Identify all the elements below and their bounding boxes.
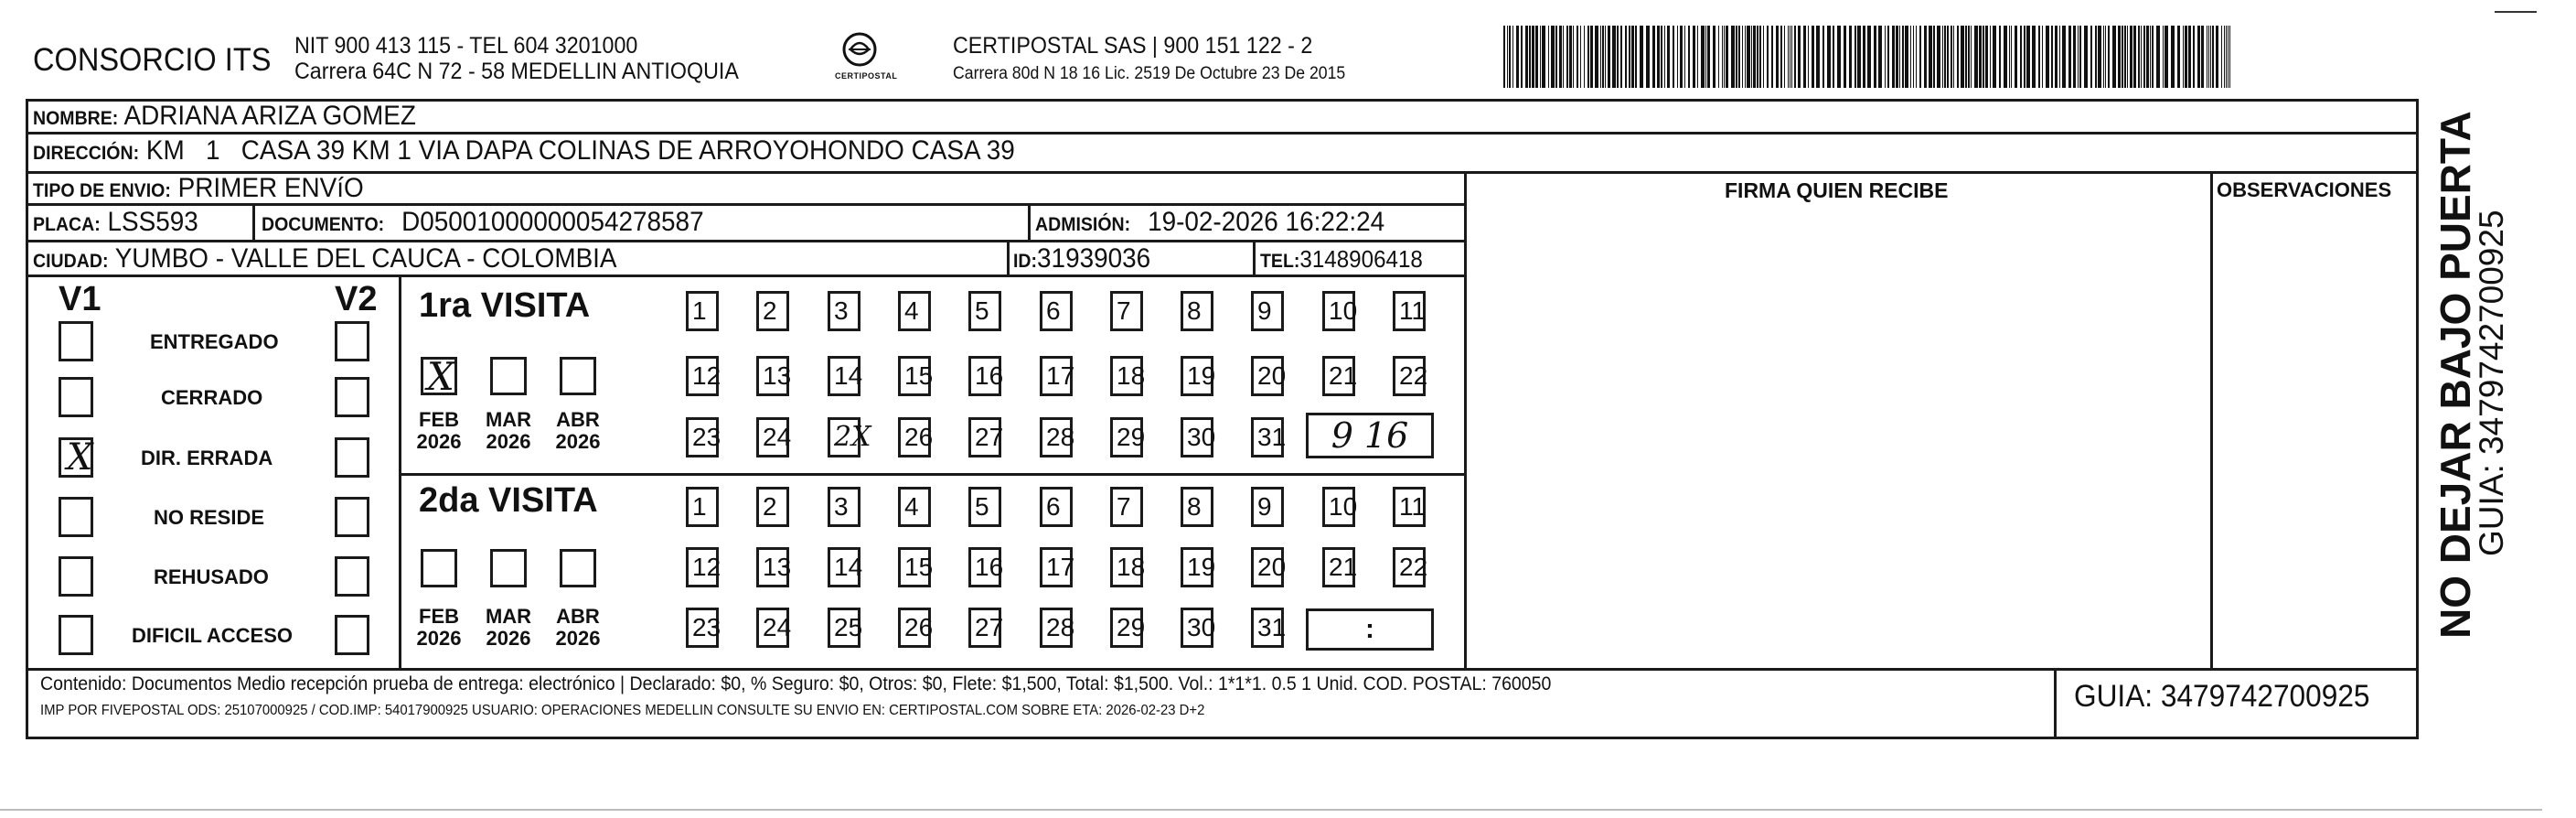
month-name: FEB bbox=[419, 408, 459, 431]
admission-value: 19-02-2026 16:22:24 bbox=[1148, 207, 1385, 237]
second-visit-day-4[interactable]: 4 bbox=[898, 487, 931, 527]
status-label: DIR. ERRADA bbox=[141, 447, 273, 469]
address-row bbox=[33, 135, 1015, 167]
first-visit-day-3[interactable]: 3 bbox=[828, 291, 860, 331]
first-visit-day-15[interactable]: 15 bbox=[898, 356, 931, 396]
second-visit-day-22[interactable]: 22 bbox=[1393, 547, 1426, 587]
footer-print-info: IMP POR FIVEPOSTAL ODS: 25107000925 / COD.IMP: 54017900925 USUARIO: OPERACIONES MEDELLIN CONSULTE SU ENVIO EN: CERTIPOSTAL.COM SOBRE ETA: 2026-02-23 D+2 bbox=[40, 703, 1205, 718]
month-year: 2026 bbox=[555, 627, 601, 650]
second-visit-day-26[interactable]: 26 bbox=[898, 608, 931, 648]
shipping-row bbox=[33, 173, 364, 204]
first-visit-day-6[interactable]: 6 bbox=[1040, 291, 1073, 331]
month-label bbox=[412, 606, 466, 650]
company-name: CONSORCIO ITS bbox=[33, 42, 272, 78]
v1-checkbox[interactable] bbox=[59, 556, 93, 597]
status-label: REHUSADO bbox=[154, 565, 269, 588]
month-label bbox=[481, 409, 536, 453]
first-visit-day-25[interactable]: 2X bbox=[828, 417, 860, 457]
plate-label: PLACA: bbox=[33, 214, 101, 235]
v2-checkbox[interactable] bbox=[335, 556, 369, 597]
second-visit-day-6[interactable]: 6 bbox=[1040, 487, 1073, 527]
month-label bbox=[550, 606, 605, 650]
second-visit-month-box[interactable] bbox=[490, 549, 527, 587]
second-visit-time-box[interactable] bbox=[1306, 608, 1434, 651]
first-visit-day-11[interactable]: 11 bbox=[1393, 291, 1426, 331]
second-visit-day-20[interactable]: 20 bbox=[1251, 547, 1284, 587]
document-label: DOCUMENTO: bbox=[262, 214, 385, 235]
barcode bbox=[1503, 26, 2235, 88]
first-visit-day-2[interactable]: 2 bbox=[756, 291, 789, 331]
v1-mark: X bbox=[67, 436, 93, 479]
v1-header: V1 bbox=[59, 280, 102, 318]
second-visit-day-13[interactable]: 13 bbox=[756, 547, 789, 587]
first-visit-month-box[interactable] bbox=[421, 354, 457, 399]
admission-label: ADMISIÓN: bbox=[1035, 214, 1131, 235]
signature-column-header: FIRMA QUIEN RECIBE bbox=[1725, 178, 1949, 202]
document-cell bbox=[262, 207, 704, 238]
second-visit-day-12[interactable]: 12 bbox=[686, 547, 719, 587]
bottom-edge-line bbox=[0, 809, 2542, 811]
first-visit-day-14[interactable]: 14 bbox=[828, 356, 860, 396]
second-visit-day-11[interactable]: 11 bbox=[1393, 487, 1426, 527]
tel-value: 3148906418 bbox=[1299, 245, 1423, 273]
second-visit-day-18[interactable]: 18 bbox=[1110, 547, 1143, 587]
second-visit-day-27[interactable]: 27 bbox=[968, 608, 1001, 648]
first-visit-day-27[interactable]: 27 bbox=[968, 417, 1001, 457]
month-year: 2026 bbox=[486, 430, 531, 453]
first-visit-day-28[interactable]: 28 bbox=[1040, 417, 1073, 457]
plate-cell bbox=[33, 207, 198, 238]
second-visit-day-19[interactable]: 19 bbox=[1181, 547, 1213, 587]
city-label: CIUDAD: bbox=[33, 251, 109, 272]
footer-guide-number: GUIA: 3479742700925 bbox=[2074, 679, 2370, 714]
v2-checkbox[interactable] bbox=[335, 615, 369, 655]
first-visit-day-24[interactable]: 24 bbox=[756, 417, 789, 457]
v2-checkbox[interactable] bbox=[335, 321, 369, 361]
first-visit-day-10[interactable]: 10 bbox=[1322, 291, 1355, 331]
edge-tick bbox=[2495, 11, 2537, 13]
second-visit-day-1[interactable]: 1 bbox=[686, 487, 719, 527]
logo-caption: CERTIPOSTAL bbox=[835, 71, 898, 81]
company-address: Carrera 64C N 72 - 58 MEDELLIN ANTIOQUIA bbox=[294, 59, 739, 84]
second-visit-day-9[interactable]: 9 bbox=[1251, 487, 1284, 527]
second-visit-day-29[interactable]: 29 bbox=[1110, 608, 1143, 648]
month-label bbox=[550, 409, 605, 453]
first-visit-month-box[interactable] bbox=[490, 357, 527, 395]
month-name: FEB bbox=[419, 605, 459, 628]
first-visit-day-31[interactable]: 31 bbox=[1251, 417, 1284, 457]
v2-checkbox[interactable] bbox=[335, 437, 369, 478]
second-visit-day-31[interactable]: 31 bbox=[1251, 608, 1284, 648]
v1-checkbox[interactable] bbox=[59, 497, 93, 537]
first-visit-day-30[interactable]: 30 bbox=[1181, 417, 1213, 457]
v2-checkbox[interactable] bbox=[335, 377, 369, 417]
first-visit-day-9[interactable]: 9 bbox=[1251, 291, 1284, 331]
carrier-line: CERTIPOSTAL SAS | 900 151 122 - 2 bbox=[953, 33, 1313, 59]
second-visit-day-3[interactable]: 3 bbox=[828, 487, 860, 527]
first-visit-day-7[interactable]: 7 bbox=[1110, 291, 1143, 331]
second-visit-day-7[interactable]: 7 bbox=[1110, 487, 1143, 527]
side-guide-number: GUIA: 3479742700925 bbox=[2473, 210, 2510, 556]
second-visit-day-16[interactable]: 16 bbox=[968, 547, 1001, 587]
recipient-address: KM 1 CASA 39 KM 1 VIA DAPA COLINAS DE ARROYOHONDO CASA 39 bbox=[145, 135, 1015, 166]
month-label bbox=[481, 606, 536, 650]
footer-contents: Contenido: Documentos Medio recepción prueba de entrega: electrónico | Declarado: $0, % Seguro: $0, Otros: $0, Flete: $1,500, Total: $1,500. Vol.: 1*1*1. 0.5 1 Unid. COD. POSTAL: 760050 bbox=[40, 673, 1552, 694]
first-visit-day-17[interactable]: 17 bbox=[1040, 356, 1073, 396]
v1-checkbox[interactable] bbox=[59, 377, 93, 417]
second-visit-day-2[interactable]: 2 bbox=[756, 487, 789, 527]
v2-checkbox[interactable] bbox=[335, 497, 369, 537]
second-visit-day-25[interactable]: 25 bbox=[828, 608, 860, 648]
first-visit-month-box[interactable] bbox=[560, 357, 596, 395]
shipping-type: PRIMER ENVíO bbox=[177, 173, 364, 203]
month-name: ABR bbox=[556, 408, 600, 431]
second-visit-day-5[interactable]: 5 bbox=[968, 487, 1001, 527]
first-visit-day-23[interactable]: 23 bbox=[686, 417, 719, 457]
first-visit-day-29[interactable]: 29 bbox=[1110, 417, 1143, 457]
name-label: NOMBRE: bbox=[33, 108, 119, 129]
month-year: 2026 bbox=[416, 430, 462, 453]
nit-line: NIT 900 413 115 - TEL 604 3201000 bbox=[294, 33, 638, 59]
month-label bbox=[412, 409, 466, 453]
second-visit-month-box[interactable] bbox=[421, 549, 457, 587]
status-label: CERRADO bbox=[161, 386, 263, 409]
month-year: 2026 bbox=[416, 627, 462, 650]
document-value: D05001000000054278587 bbox=[401, 207, 704, 237]
second-visit-day-14[interactable]: 14 bbox=[828, 547, 860, 587]
plate-value: LSS593 bbox=[107, 207, 198, 237]
second-visit-day-8[interactable]: 8 bbox=[1181, 487, 1213, 527]
second-visit-day-10[interactable]: 10 bbox=[1322, 487, 1355, 527]
name-row bbox=[33, 101, 416, 132]
first-visit-day-12[interactable]: 12 bbox=[686, 356, 719, 396]
month-mark: X bbox=[427, 354, 454, 399]
second-visit-day-21[interactable]: 21 bbox=[1322, 547, 1355, 587]
first-visit-label: 1ra VISITA bbox=[419, 286, 591, 325]
month-year: 2026 bbox=[486, 627, 531, 650]
second-visit-time: : bbox=[1365, 614, 1374, 644]
second-visit-day-28[interactable]: 28 bbox=[1040, 608, 1073, 648]
first-visit-day-21[interactable]: 21 bbox=[1322, 356, 1355, 396]
id-value: 31939036 bbox=[1037, 243, 1151, 274]
month-name: ABR bbox=[556, 605, 600, 628]
v2-header: V2 bbox=[335, 280, 378, 318]
second-visit-day-15[interactable]: 15 bbox=[898, 547, 931, 587]
city-value: YUMBO - VALLE DEL CAUCA - COLOMBIA bbox=[114, 243, 617, 274]
first-visit-time-box[interactable] bbox=[1306, 413, 1434, 458]
first-visit-day-26[interactable]: 26 bbox=[898, 417, 931, 457]
signature-area[interactable] bbox=[1467, 206, 2210, 668]
second-visit-day-17[interactable]: 17 bbox=[1040, 547, 1073, 587]
second-visit-day-24[interactable]: 24 bbox=[756, 608, 789, 648]
second-visit-day-30[interactable]: 30 bbox=[1181, 608, 1213, 648]
second-visit-day-23[interactable]: 23 bbox=[686, 608, 719, 648]
first-visit-day-22[interactable]: 22 bbox=[1393, 356, 1426, 396]
first-visit-day-4[interactable]: 4 bbox=[898, 291, 931, 331]
first-visit-day-8[interactable]: 8 bbox=[1181, 291, 1213, 331]
status-label: NO RESIDE bbox=[154, 506, 265, 529]
v1-checkbox[interactable] bbox=[59, 321, 93, 361]
id-label: ID: bbox=[1013, 251, 1038, 272]
v1-checkbox[interactable] bbox=[59, 615, 93, 655]
admission-cell bbox=[1035, 207, 1384, 238]
second-visit-month-box[interactable] bbox=[560, 549, 596, 587]
month-year: 2026 bbox=[555, 430, 601, 453]
first-visit-day-1[interactable]: 1 bbox=[686, 291, 719, 331]
status-label: ENTREGADO bbox=[150, 330, 279, 353]
observations-area[interactable] bbox=[2213, 206, 2416, 668]
city-cell bbox=[33, 243, 617, 274]
month-name: MAR bbox=[485, 605, 532, 628]
first-visit-time: 9 16 bbox=[1331, 415, 1409, 456]
first-visit-day-13[interactable]: 13 bbox=[756, 356, 789, 396]
first-visit-day-16[interactable]: 16 bbox=[968, 356, 1001, 396]
first-visit-day-20[interactable]: 20 bbox=[1251, 356, 1284, 396]
tel-cell bbox=[1260, 245, 1423, 274]
first-visit-day-18[interactable]: 18 bbox=[1110, 356, 1143, 396]
observations-column-header: OBSERVACIONES bbox=[2217, 178, 2392, 201]
address-label: DIRECCIÓN: bbox=[33, 143, 140, 164]
second-visit-label: 2da VISITA bbox=[419, 481, 598, 520]
carrier-address: Carrera 80d N 18 16 Lic. 2519 De Octubre 23 De 2015 bbox=[953, 64, 1346, 83]
status-label: DIFICIL ACCESO bbox=[132, 624, 294, 647]
first-visit-day-5[interactable]: 5 bbox=[968, 291, 1001, 331]
first-visit-day-19[interactable]: 19 bbox=[1181, 356, 1213, 396]
month-name: MAR bbox=[485, 408, 532, 431]
no-dejar-warning: NO DEJAR BAJO PUERTA bbox=[2432, 111, 2479, 639]
id-cell bbox=[1013, 243, 1150, 274]
tel-label: TEL: bbox=[1260, 251, 1300, 272]
recipient-name: ADRIANA ARIZA GOMEZ bbox=[123, 101, 416, 131]
v1-checkbox[interactable] bbox=[59, 437, 93, 478]
shipping-label: TIPO DE ENVIO: bbox=[33, 180, 171, 201]
